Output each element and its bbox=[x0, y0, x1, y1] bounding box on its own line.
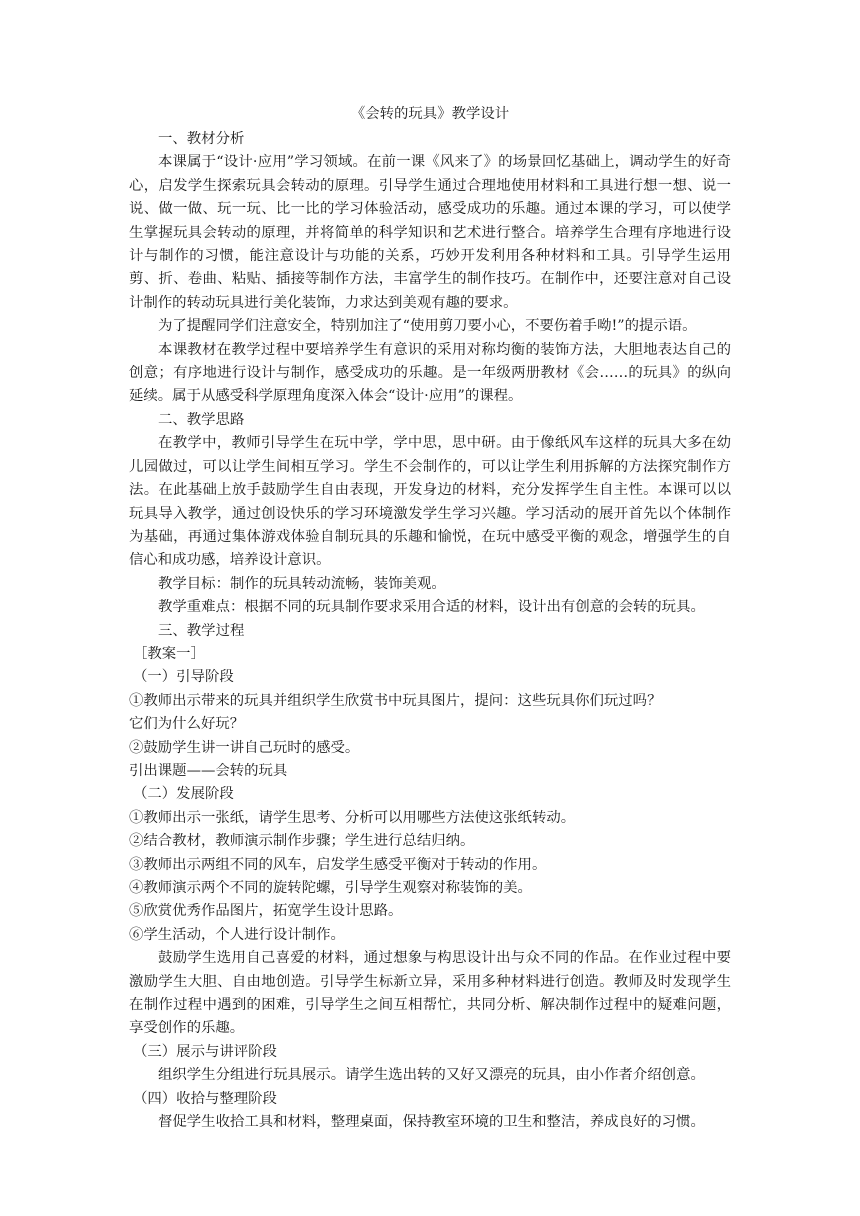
list-item: ⑤欣赏优秀作品图片，拓宽学生设计思路。 bbox=[129, 903, 403, 920]
stage-heading: （三）展示与讲评阶段 bbox=[133, 1043, 277, 1060]
lesson-plan-label: ［教案一］ bbox=[133, 645, 205, 662]
list-item: ⑥学生活动，个人进行设计制作。 bbox=[129, 926, 345, 943]
list-item: ④教师演示两个不同的旋转陀螺，引导学生观察对称装饰的美。 bbox=[129, 880, 532, 896]
list-item: ②结合教材，教师演示制作步骤；学生进行总结归纳。 bbox=[129, 833, 475, 850]
paragraph: 组织学生分组进行玩具展示。请学生选出转的又好又漂亮的玩具，由小作者介绍创意。 bbox=[158, 1067, 705, 1084]
paragraph: 为了提醒同学们注意安全，特别加注了“使用剪刀要小心，不要伤着手呦!”的提示语。 bbox=[158, 318, 697, 335]
section-heading-teaching-approach: 二、教学思路 bbox=[158, 411, 245, 428]
paragraph: 在教学中，教师引导学生在玩中学，学中思，思中研。由于像纸风车这样的玩具大多在幼儿园做过，可以让学生间相互学习。学生不会制作的，可以让学生利用拆解的方法探究制作方法。在此基础上放手鼓励学生自由表现，开发身边的材料，充分发挥学生自主性。本课可以以玩具导入教学，通过创设快乐的学习环境激发学生学习兴趣。学习活动的展开首先以个体制作为基础，再通过集体游戏体验自制玩具的乐趣和愉悦，在玩中感受平衡的观念，增强学生的自信心和成功感，培养设计意识。 bbox=[129, 435, 731, 569]
paragraph: 本课教材在教学过程中要培养学生有意识的采用对称均衡的装饰方法，大胆地表达自己的创意；有序地进行设计与制作，感受成功的乐趣。是一年级两册教材《会……的玩具》的纵向延续。属于从感受科学原理角度深入体会“设计·应用”的课程。 bbox=[129, 341, 731, 405]
teaching-key-points: 教学重难点：根据不同的玩具制作要求采用合适的材料，设计出有创意的会转的玩具。 bbox=[158, 599, 705, 616]
paragraph: 本课属于“设计·应用”学习领域。在前一课《风来了》的场景回忆基础上，调动学生的好奇心，启发学生探索玩具会转动的原理。引导学生通过合理地使用材料和工具进行想一想、说一说、做一做、玩一玩、比一比的学习体验活动，感受成功的乐趣。通过本课的学习，可以使学生掌握玩具会转动的原理，并将简单的科学知识和艺术进行整合。培养学生合理有序地进行设计与制作的习惯，能注意设计与功能的关系，巧妙开发利用各种材料和工具。引导学生运用剪、折、卷曲、粘贴、插接等制作方法，丰富学生的制作技巧。在制作中，还要注意对自己设计制作的转动玩具进行美化装饰，力求达到美观有趣的要求。 bbox=[129, 154, 731, 311]
topic-lead-in: 引出课题——会转的玩具 bbox=[129, 762, 288, 779]
stage-heading: （一）引导阶段 bbox=[133, 669, 234, 686]
list-item: ①教师出示带来的玩具并组织学生欣赏书中玩具图片，提问：这些玩具你们玩过吗？ bbox=[129, 692, 662, 709]
list-item: ①教师出示一张纸，请学生思考、分析可以用哪些方法使这张纸转动。 bbox=[129, 809, 576, 826]
document-body bbox=[129, 103, 731, 1134]
stage-heading: （四）收拾与整理阶段 bbox=[133, 1090, 277, 1107]
list-item-continuation: 它们为什么好玩？ bbox=[129, 716, 245, 733]
list-item: ③教师出示两组不同的风车，启发学生感受平衡对于转动的作用。 bbox=[129, 856, 547, 873]
paragraph: 鼓励学生选用自己喜爱的材料，通过想象与构思设计出与众不同的作品。在作业过程中要激励学生大胆、自由地创造。引导学生标新立异，采用多种材料进行创造。教师及时发现学生在制作过程中遇到的困难，引导学生之间互相帮忙，共同分析、解决制作过程中的疑难问题，享受创作的乐趣。 bbox=[129, 950, 731, 1037]
section-heading-material-analysis: 一、教材分析 bbox=[158, 131, 245, 147]
stage-heading: （二）发展阶段 bbox=[133, 786, 234, 803]
list-item: ②鼓励学生讲一讲自己玩时的感受。 bbox=[129, 739, 360, 756]
teaching-goal: 教学目标：制作的玩具转动流畅，装饰美观。 bbox=[158, 575, 446, 592]
section-heading-teaching-process: 三、教学过程 bbox=[158, 622, 245, 639]
paragraph: 督促学生收拾工具和材料，整理桌面，保持教室环境的卫生和整洁，养成良好的习惯。 bbox=[158, 1114, 705, 1131]
document-title: 《会转的玩具》教学设计 bbox=[350, 106, 510, 122]
